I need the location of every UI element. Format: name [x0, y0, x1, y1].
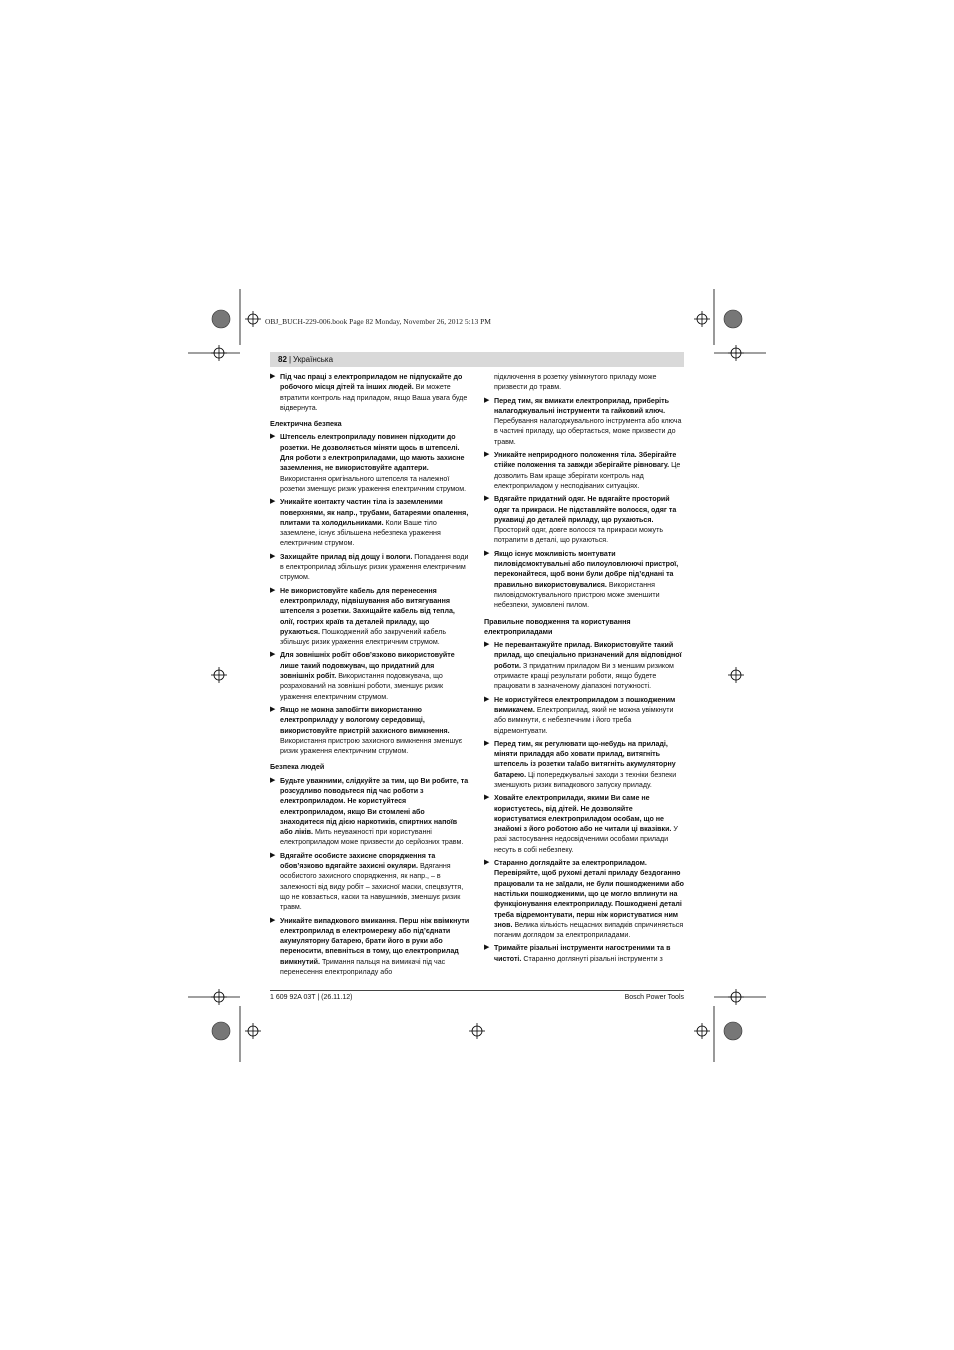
list-item: ▶ Штепсель електроприладу повинен підходити до розетки. Не дозволяється міняти щось в штепселі. Для роботи з електроприладами, що мають захисне заземлення, не використовуйте адаптери. Використання оригінального штепселя та належної розетки зменшує ризик ураження електричним струмом. — [270, 433, 467, 493]
list-item: ▶ Ховайте електроприлади, якими Ви саме не користуєтесь, від дітей. Не дозволяйте користуватися електроприладом особам, що не знайомі з його роботою або не читали ці вказівки. У разі застосування недосвідченими особами прилади несуть в собі небезпеку. — [484, 794, 678, 854]
triangle-right-icon: ▶ — [270, 498, 276, 506]
triangle-right-icon: ▶ — [484, 641, 490, 649]
list-item: ▶ Під час праці з електроприладом не підпускайте до робочого місця дітей та інших людей. Ви можете втратити контроль над приладом, якщо Ваша увага буде відвернута. — [270, 373, 468, 412]
triangle-right-icon: ▶ — [270, 705, 276, 713]
language-label: Українська — [293, 355, 334, 364]
triangle-right-icon: ▶ — [270, 373, 276, 380]
list-item: ▶ Вдягайте особисте захисне спорядження та обов’язково вдягайте захисні окуляри. Вдягання особистого захисного спорядження, як напр., – в залежності від виду робіт – захисної маски, спецвзуття, що не ковзається, каски та навушників, зменшує ризик травм. — [270, 851, 464, 912]
triangle-right-icon: ▶ — [484, 859, 490, 867]
list-item: ▶ Якщо не можна запобігти використанню електроприладу у вологому середовищі, використовуйте пристрій захисного вимкнення. Використання пристрою захисного вимкнення зменшує ризик ураження електричним струмом. — [270, 705, 463, 756]
section-heading: Електрична безпека — [270, 419, 342, 429]
triangle-right-icon: ▶ — [270, 776, 276, 784]
triangle-right-icon: ▶ — [270, 651, 276, 659]
triangle-right-icon: ▶ — [270, 851, 276, 859]
list-item: ▶ Уникайте випадкового вмикання. Перш ніж ввімкнути електроприлад в електромережу або під’єднати акумуляторну батарею, брати його в руки або переносити, впевніться в тому, що електроприлад вимкнутий. Тримання пальця на вимикачі під час перенесення електроприладу або — [270, 916, 470, 977]
list-item: ▶ Не користуйтеся електроприладом з пошкодженим вимикачем. Електроприлад, який не можна увімкнути або вимкнути, є небезпечним і його треба відремонтувати. — [484, 695, 676, 735]
list-item: ▶ Уникайте неприродного положення тіла. Зберігайте стійке положення та завжди зберігайте рівновагу. Це дозволить Вам краще зберігати контроль над електроприладом у несподіваних ситуаціях. — [484, 451, 681, 490]
list-item: ▶ Не використовуйте кабель для перенесення електроприладу, підвішування або витягування штепселя з розетки. Захищайте кабель від тепла, олії, гострих країв та деталей приладу, що рухаються. Пошкоджений або закручений кабель збільшує ризик ураження електричним струмом. — [270, 586, 455, 647]
list-item: ▶ Вдягайте придатний одяг. Не вдягайте просторий одяг та прикраси. Не підставляйте волосся, одяг та рукавиці до деталей приладу, що рухаються. Просторий одяг, довге волосся та прикраси можуть потрапити в деталі, що рухаються. — [484, 495, 677, 545]
list-item: ▶ Уникайте контакту частин тіла із заземленими поверхнями, як напр., трубами, батареями опалення, плитами та холодильниками. Коли Ваше тіло заземлене, існує збільшена небезпека ураження електричним струмом. — [270, 498, 469, 548]
triangle-right-icon: ▶ — [484, 695, 490, 703]
list-item: ▶ Будьте уважними, слідкуйте за тим, що Ви робите, та розсудливо поводьтеся під час роботи з електроприладом. Не користуйтеся електроприладом, якщо Ви стомлені або знаходитеся під дією наркотиків, спиртних напоїв або ліків. Мить неуважності при користуванні електроприладом може призвести до серйозних травм. — [270, 776, 469, 847]
footer-document-code: 1 609 92A 03T | (26.11.12) — [270, 994, 353, 1001]
triangle-right-icon: ▶ — [484, 794, 490, 802]
list-item: ▶ Тримайте різальні інструменти нагостреними та в чистоті. Старанно доглянуті різальні інструменти з — [484, 944, 671, 963]
list-item: ▶ Не перевантажуйте прилад. Використовуйте такий прилад, що спеціально призначений для відповідної роботи. З придатним приладом Ви з меншим ризиком отримаєте кращі результати роботи, якщо будете працювати в зазначеному діапазоні потужності. — [484, 641, 682, 691]
triangle-right-icon: ▶ — [484, 495, 490, 503]
right-column — [484, 372, 684, 967]
triangle-right-icon: ▶ — [484, 549, 490, 557]
triangle-right-icon: ▶ — [270, 586, 276, 594]
page-number: 82 — [278, 355, 287, 364]
triangle-right-icon: ▶ — [270, 916, 276, 924]
section-heading: Правильне поводження та користування електроприладами — [484, 616, 631, 636]
section-header-bar — [270, 352, 684, 367]
triangle-right-icon: ▶ — [270, 433, 276, 441]
list-item: ▶ Перед тим, як вмикати електроприлад, приберіть налагоджувальні інструменти та гайковий ключ. Перебування налагоджувального інструмента або ключа в частині приладу, що обертається, може призвести до травм. — [484, 396, 682, 446]
list-item: ▶ Захищайте прилад від дощу і вологи. Попадання води в електроприлад збільшує ризик ураження електричним струмом. — [270, 552, 469, 582]
triangle-right-icon: ▶ — [484, 944, 490, 952]
section-heading: Безпека людей — [270, 762, 325, 772]
triangle-right-icon: ▶ — [484, 396, 490, 404]
triangle-right-icon: ▶ — [484, 739, 490, 747]
triangle-right-icon: ▶ — [484, 451, 490, 459]
footer-brand: Bosch Power Tools — [624, 994, 684, 1001]
list-item: ▶ Старанно доглядайте за електроприладом. Перевіряйте, щоб рухомі деталі приладу бездоганно працювали та не заїдали, не були пошкодженими або настільки пошкодженими, що це могло вплинути на функціонування електроприладу. Пошкоджені деталі треба відремонтувати, перш ніж користуватися ним знов. Велика кількість нещасних випадків спричиняється поганим доглядом за електроприладами. — [484, 859, 684, 940]
list-item: ▶ Якщо існує можливість монтувати пиловідсмоктувальні або пилоуловлюючі пристрої, переконайтеся, щоб вони були добре під’єднані та правильно використовувалися. Використання пиловідсмоктувального пристрою може зменшити небезпеки, зумовлені пилом. — [484, 549, 679, 610]
book-file-header: OBJ_BUCH-229-006.book Page 82 Monday, November 26, 2012 5:13 PM — [265, 317, 491, 326]
continued-paragraph: підключення в розетку увімкнутого приладу може призвести до травм. — [494, 373, 657, 392]
header-separator: | — [289, 355, 292, 364]
list-item: ▶ Для зовнішніх робіт обов’язково використовуйте лише такий подовжувач, що придатний для зовнішніх робіт. Використання подовжувача, що розрахований на зовнішні роботи, зменшує ризик ураження електричним струмом. — [270, 651, 455, 701]
left-column — [270, 372, 470, 980]
triangle-right-icon: ▶ — [270, 552, 276, 560]
list-item: ▶ Перед тим, як регулювати що-небудь на приладі, міняти приладдя або ховати прилад, витягніть штепсель із розетки та/або витягніть акумуляторну батарею. Ці попереджувальні заходи з техніки безпеки зменшують ризик випадкового запуску приладу. — [484, 739, 677, 789]
footer-divider — [270, 990, 684, 991]
